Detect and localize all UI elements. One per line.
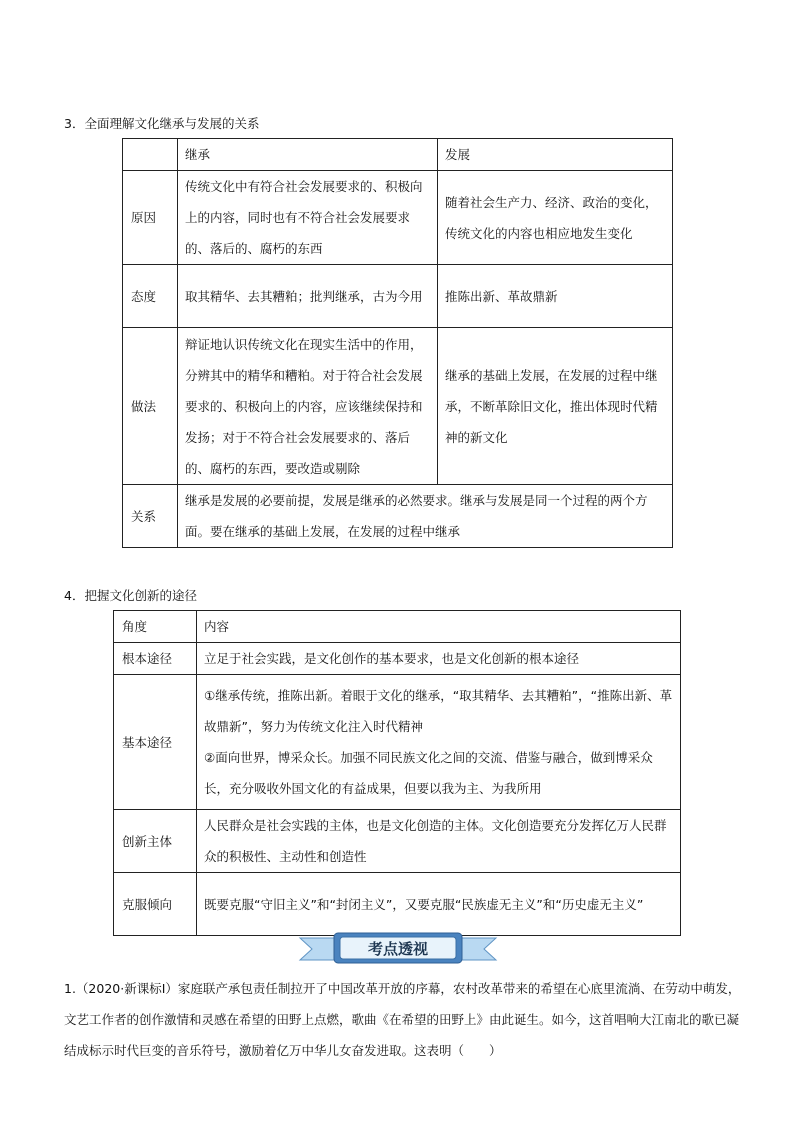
content-cell: 立足于社会实践，是文化创作的基本要求，也是文化创新的根本途径 [197, 643, 681, 675]
row-label: 克服倾向 [114, 873, 197, 936]
content-cell [197, 675, 681, 810]
inheritance-development-table [122, 138, 673, 548]
table-row [123, 485, 673, 548]
develop-cell: 继承的基础上发展，在发展的过程中继承，不断革除旧文化，推出体现时代精神的新文化 [438, 328, 673, 485]
table-row [114, 675, 681, 810]
table-row [114, 643, 681, 675]
relation-cell: 继承是发展的必要前提，发展是继承的必然要求。继承与发展是同一个过程的两个方面。要在继承的基础上发展，在发展的过程中继承 [178, 485, 673, 548]
content-cell: 既要克服“守旧主义”和“封闭主义”，又要克服“民族虚无主义”和“历史虚无主义” [197, 873, 681, 936]
table-row [123, 265, 673, 328]
row-label: 态度 [123, 265, 178, 328]
develop-cell: 推陈出新、革故鼎新 [438, 265, 673, 328]
cultural-innovation-table [113, 610, 681, 936]
row-label: 关系 [123, 485, 178, 548]
inherit-cell: 取其精华、去其糟粕；批判继承，古为今用 [178, 265, 438, 328]
row-label: 根本途径 [114, 643, 197, 675]
row-label: 做法 [123, 328, 178, 485]
row-label: 创新主体 [114, 810, 197, 873]
table-row [114, 810, 681, 873]
content-cell: 人民群众是社会实践的主体，也是文化创造的主体。文化创造要充分发挥亿万人民群众的积极性、主动性和创造性 [197, 810, 681, 873]
content-paragraph: ①继承传统，推陈出新。着眼于文化的继承，“取其精华、去其糟粕”，“推陈出新、革故鼎新”，努力为传统文化注入时代精神 [204, 688, 673, 734]
header-content: 内容 [197, 611, 681, 643]
header-develop: 发展 [438, 139, 673, 171]
banner-label: 考点透视 [367, 940, 429, 958]
header-inherit: 继承 [178, 139, 438, 171]
inherit-cell: 传统文化中有符合社会发展要求的、积极向上的内容，同时也有不符合社会发展要求的、落后的、腐朽的东西 [178, 171, 438, 265]
inherit-cell: 辩证地认识传统文化在现实生活中的作用，分辨其中的精华和糟粕。对于符合社会发展要求的、积极向上的内容，应该继续保持和发扬；对于不符合社会发展要求的、落后的、腐朽的东西，要改造或剔除 [178, 328, 438, 485]
section-4-heading: 4．把握文化创新的途径 [64, 588, 197, 603]
banner-ribbon-graphic [298, 930, 498, 966]
row-label: 原因 [123, 171, 178, 265]
content-paragraph: ②面向世界，博采众长。加强不同民族文化之间的交流、借鉴与融合，做到博采众长，充分吸收外国文化的有益成果，但要以我为主、为我所用 [204, 750, 653, 796]
develop-cell: 随着社会生产力、经济、政治的变化，传统文化的内容也相应地发生变化 [438, 171, 673, 265]
table-header-row [123, 139, 673, 171]
table-header-row [114, 611, 681, 643]
table-row [123, 171, 673, 265]
header-empty-cell [123, 139, 178, 171]
row-label: 基本途径 [114, 675, 197, 810]
header-angle: 角度 [114, 611, 197, 643]
table-row [123, 328, 673, 485]
section-3-heading: 3．全面理解文化继承与发展的关系 [64, 116, 260, 131]
question-1: 1.（2020·新课标Ⅰ）家庭联产承包责任制拉开了中国改革开放的序幕，农村改革带来的希望在心底里流淌、在劳动中萌发，文艺工作者的创作激情和灵感在希望的田野上点燃，歌曲《在希望的田野上》由此诞生。如今，这首唱响大江南北的歌已凝结成标示时代巨变的音乐符号，激励着亿万中华儿女奋发进取。这表明（ ） [64, 981, 741, 1058]
table-row [114, 873, 681, 936]
section-banner [298, 930, 498, 966]
